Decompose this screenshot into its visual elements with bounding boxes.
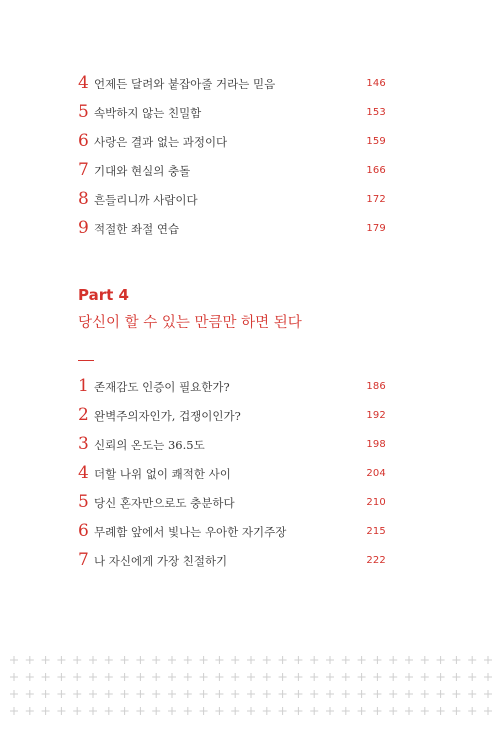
plus-mark <box>452 673 460 681</box>
plus-mark <box>405 707 413 715</box>
plus-mark <box>105 673 113 681</box>
plus-mark <box>26 673 34 681</box>
chapter-number: 6 <box>78 131 89 151</box>
chapter-title: 무례함 앞에서 빛나는 우아한 자기주장 <box>94 525 287 539</box>
chapter-title: 완벽주의자인가, 겁쟁이인가? <box>94 409 241 423</box>
plus-mark <box>231 656 239 664</box>
plus-mark <box>468 656 476 664</box>
chapter-title: 사랑은 결과 없는 과정이다 <box>94 135 228 149</box>
chapter-number: 7 <box>78 160 89 180</box>
plus-mark <box>452 707 460 715</box>
plus-mark <box>10 707 18 715</box>
page-number: 146 <box>366 78 386 89</box>
plus-mark <box>484 673 492 681</box>
plus-mark <box>263 707 271 715</box>
plus-mark <box>57 707 65 715</box>
plus-mark <box>121 707 129 715</box>
plus-mark <box>263 673 271 681</box>
plus-mark <box>279 673 287 681</box>
plus-mark <box>152 673 160 681</box>
plus-mark <box>57 656 65 664</box>
chapter-number: 6 <box>78 521 89 541</box>
plus-mark <box>26 656 34 664</box>
chapter-title: 언제든 달려와 붙잡아줄 거라는 믿음 <box>94 77 276 91</box>
chapter-number: 5 <box>78 492 89 512</box>
plus-mark <box>136 690 144 698</box>
plus-mark <box>184 656 192 664</box>
page-number: 198 <box>366 439 386 450</box>
toc-list-part3 <box>78 73 386 247</box>
plus-mark <box>326 707 334 715</box>
plus-mark <box>57 673 65 681</box>
plus-mark <box>184 690 192 698</box>
toc-entry[interactable] <box>78 434 386 463</box>
toc-entry[interactable] <box>78 102 386 131</box>
plus-mark <box>294 707 302 715</box>
plus-mark <box>373 656 381 664</box>
chapter-title: 나 자신에게 가장 친절하기 <box>94 554 228 568</box>
plus-mark <box>89 673 97 681</box>
plus-mark <box>136 673 144 681</box>
page-number: 192 <box>366 410 386 421</box>
plus-mark <box>247 656 255 664</box>
part-label: Part 4 <box>78 286 129 304</box>
plus-mark <box>421 673 429 681</box>
plus-mark <box>421 707 429 715</box>
plus-mark <box>89 656 97 664</box>
chapter-number: 9 <box>78 218 89 238</box>
plus-mark <box>358 656 366 664</box>
plus-mark <box>389 707 397 715</box>
page-number: 166 <box>366 165 386 176</box>
plus-mark <box>247 690 255 698</box>
page-number: 179 <box>366 223 386 234</box>
plus-mark <box>200 690 208 698</box>
plus-mark <box>358 690 366 698</box>
toc-entry[interactable] <box>78 73 386 102</box>
plus-mark <box>168 656 176 664</box>
toc-entry[interactable] <box>78 521 386 550</box>
plus-mark <box>279 656 287 664</box>
chapter-title: 기대와 현실의 충돌 <box>94 164 191 178</box>
chapter-title: 더할 나위 없이 쾌적한 사이 <box>94 467 231 481</box>
plus-mark <box>373 673 381 681</box>
plus-mark <box>342 707 350 715</box>
chapter-number: 2 <box>78 405 89 425</box>
plus-mark <box>373 707 381 715</box>
plus-mark <box>437 690 445 698</box>
part-divider <box>78 360 94 361</box>
plus-mark <box>279 707 287 715</box>
plus-pattern-decoration <box>0 652 500 722</box>
plus-mark <box>484 656 492 664</box>
plus-mark <box>294 673 302 681</box>
plus-mark <box>105 707 113 715</box>
plus-mark <box>42 690 50 698</box>
plus-mark <box>200 673 208 681</box>
chapter-number: 3 <box>78 434 89 454</box>
plus-mark <box>136 656 144 664</box>
chapter-title: 속박하지 않는 친밀함 <box>94 106 202 120</box>
plus-mark <box>152 690 160 698</box>
plus-mark <box>437 707 445 715</box>
plus-mark <box>215 690 223 698</box>
plus-mark <box>73 673 81 681</box>
plus-mark <box>57 690 65 698</box>
page-number: 186 <box>366 381 386 392</box>
plus-mark <box>373 690 381 698</box>
chapter-number: 1 <box>78 376 89 396</box>
plus-mark <box>10 690 18 698</box>
page-number: 204 <box>366 468 386 479</box>
page-number: 153 <box>366 107 386 118</box>
plus-mark <box>42 707 50 715</box>
toc-entry[interactable] <box>78 218 386 247</box>
plus-mark <box>405 690 413 698</box>
plus-mark <box>105 656 113 664</box>
chapter-title: 적절한 좌절 연습 <box>94 222 180 236</box>
plus-mark <box>121 673 129 681</box>
page-number: 159 <box>366 136 386 147</box>
plus-mark <box>73 690 81 698</box>
plus-mark <box>152 656 160 664</box>
page-number: 222 <box>366 555 386 566</box>
plus-mark <box>215 656 223 664</box>
toc-entry[interactable] <box>78 550 386 579</box>
plus-mark <box>168 690 176 698</box>
plus-mark <box>358 673 366 681</box>
chapter-number: 7 <box>78 550 89 570</box>
plus-mark <box>326 673 334 681</box>
plus-mark <box>452 656 460 664</box>
plus-mark <box>168 673 176 681</box>
plus-mark <box>247 673 255 681</box>
plus-mark <box>26 707 34 715</box>
plus-mark <box>326 656 334 664</box>
plus-mark <box>42 673 50 681</box>
chapter-title: 존재감도 인증이 필요한가? <box>94 380 230 394</box>
chapter-title: 당신 혼자만으로도 충분하다 <box>94 496 235 510</box>
plus-mark <box>247 707 255 715</box>
plus-mark <box>310 656 318 664</box>
plus-mark <box>342 656 350 664</box>
plus-mark <box>310 690 318 698</box>
plus-mark <box>421 656 429 664</box>
toc-entry[interactable] <box>78 376 386 405</box>
chapter-title: 흔들리니까 사람이다 <box>94 193 198 207</box>
plus-mark <box>342 690 350 698</box>
plus-mark <box>452 690 460 698</box>
plus-mark <box>326 690 334 698</box>
toc-entry[interactable] <box>78 492 386 521</box>
plus-mark <box>294 656 302 664</box>
plus-mark <box>468 690 476 698</box>
plus-mark <box>73 656 81 664</box>
plus-mark <box>42 656 50 664</box>
chapter-title: 신뢰의 온도는 36.5도 <box>94 438 205 452</box>
plus-mark <box>389 656 397 664</box>
plus-mark <box>421 690 429 698</box>
plus-mark <box>89 707 97 715</box>
page-number: 172 <box>366 194 386 205</box>
plus-mark <box>310 673 318 681</box>
plus-mark <box>215 673 223 681</box>
plus-mark <box>10 673 18 681</box>
plus-mark <box>405 656 413 664</box>
plus-mark <box>231 673 239 681</box>
plus-mark <box>200 656 208 664</box>
plus-mark <box>184 707 192 715</box>
chapter-number: 8 <box>78 189 89 209</box>
plus-mark <box>231 690 239 698</box>
plus-mark <box>121 656 129 664</box>
plus-mark <box>468 707 476 715</box>
toc-entry[interactable] <box>78 160 386 189</box>
plus-mark <box>389 673 397 681</box>
plus-mark <box>405 673 413 681</box>
plus-mark <box>184 673 192 681</box>
plus-mark <box>484 707 492 715</box>
plus-mark <box>342 673 350 681</box>
chapter-number: 4 <box>78 73 89 93</box>
plus-mark <box>279 690 287 698</box>
toc-entry[interactable] <box>78 131 386 160</box>
plus-mark <box>294 690 302 698</box>
plus-mark <box>263 656 271 664</box>
part-title: 당신이 할 수 있는 만큼만 하면 된다 <box>78 315 302 331</box>
toc-entry[interactable] <box>78 463 386 492</box>
toc-entry[interactable] <box>78 405 386 434</box>
plus-mark <box>437 656 445 664</box>
plus-mark <box>263 690 271 698</box>
page-number: 215 <box>366 526 386 537</box>
plus-mark <box>168 707 176 715</box>
plus-mark <box>437 673 445 681</box>
page-number: 210 <box>366 497 386 508</box>
plus-mark <box>231 707 239 715</box>
plus-mark <box>484 690 492 698</box>
plus-mark <box>310 707 318 715</box>
chapter-number: 4 <box>78 463 89 483</box>
plus-mark <box>89 690 97 698</box>
plus-mark <box>105 690 113 698</box>
plus-mark <box>215 707 223 715</box>
plus-mark <box>10 656 18 664</box>
plus-mark <box>121 690 129 698</box>
plus-mark <box>136 707 144 715</box>
plus-mark <box>358 707 366 715</box>
plus-mark <box>389 690 397 698</box>
toc-entry[interactable] <box>78 189 386 218</box>
plus-mark <box>200 707 208 715</box>
plus-mark <box>73 707 81 715</box>
plus-mark <box>468 673 476 681</box>
plus-mark <box>152 707 160 715</box>
chapter-number: 5 <box>78 102 89 122</box>
toc-list-part4 <box>78 376 386 579</box>
plus-mark <box>26 690 34 698</box>
